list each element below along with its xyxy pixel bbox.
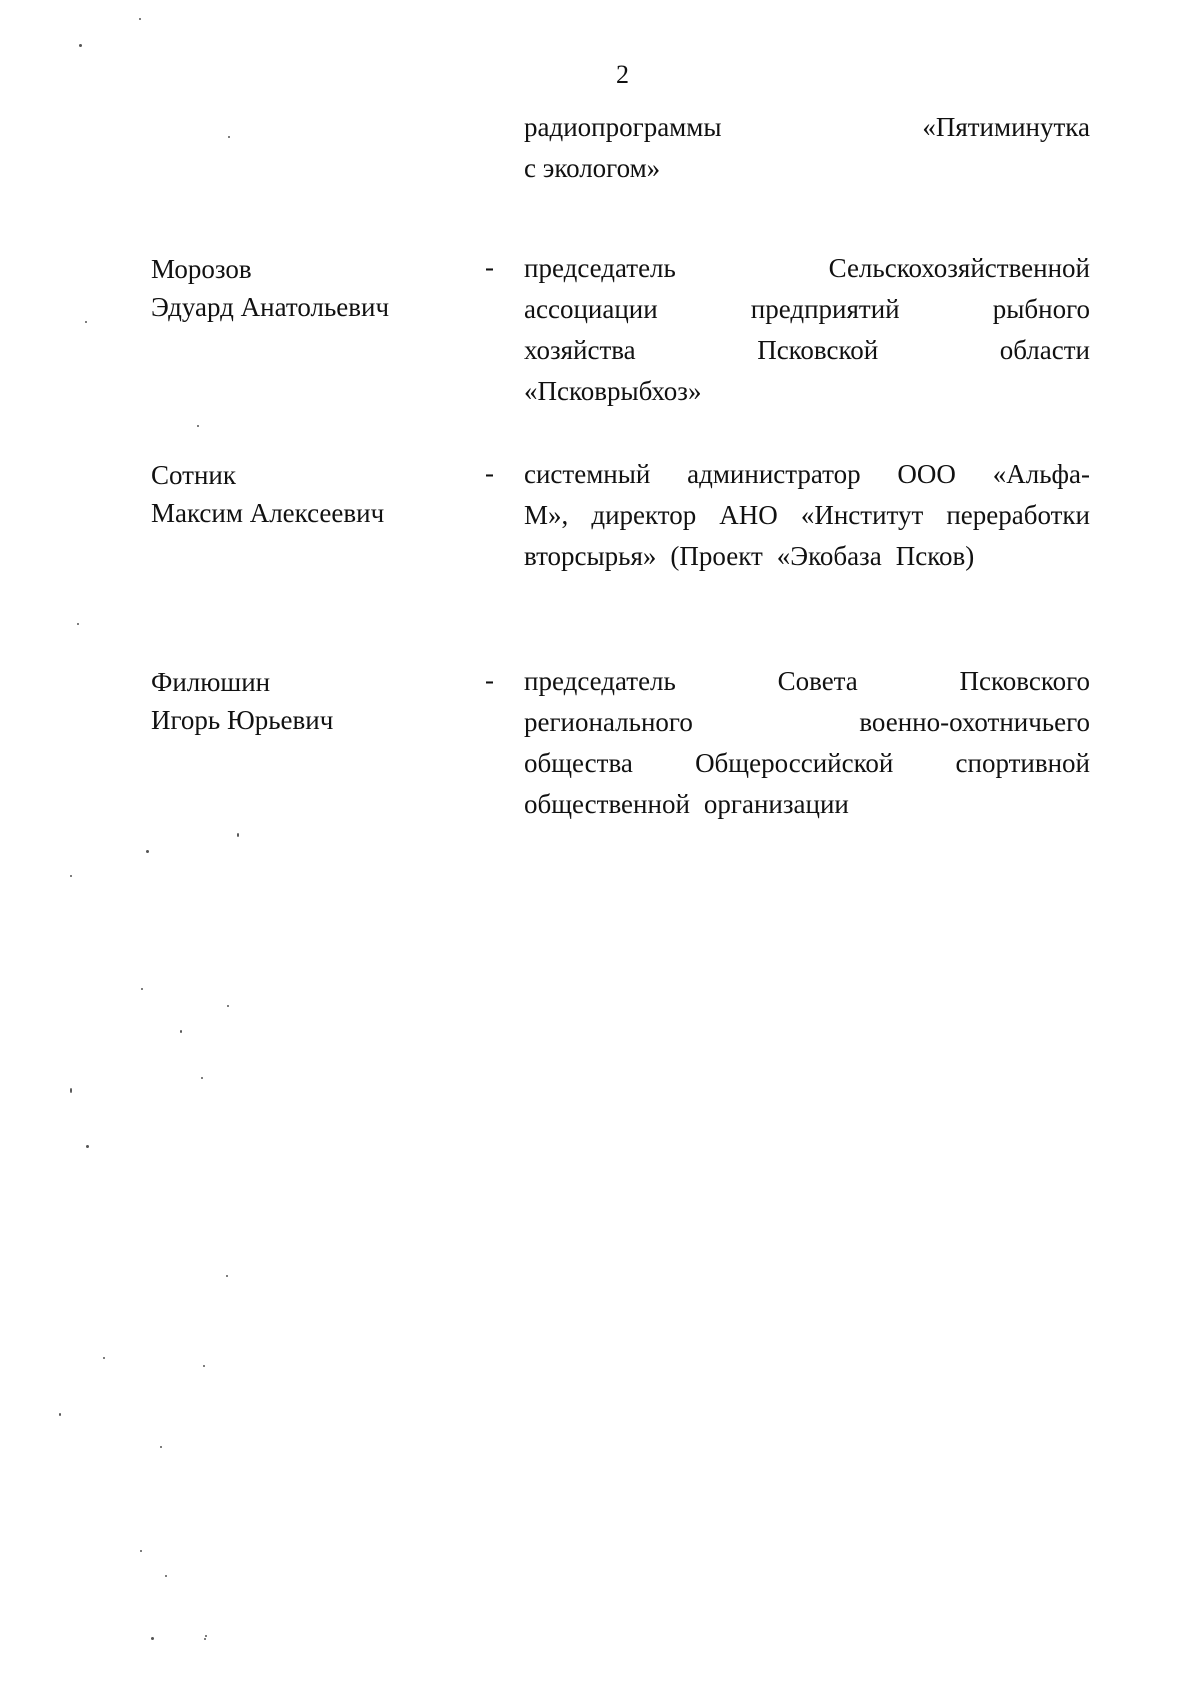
scan-speck bbox=[141, 988, 143, 990]
description-line: вторсырья» (Проект «Экобаза Псков) bbox=[524, 541, 975, 571]
member-given-names: Эдуард Анатольевич bbox=[151, 292, 390, 322]
member-surname: Филюшин bbox=[151, 667, 271, 697]
description-line: М», директор АНО «Институт переработки bbox=[524, 500, 1090, 530]
member-name bbox=[151, 456, 384, 532]
scan-speck bbox=[237, 833, 239, 837]
member-given-names: Максим Алексеевич bbox=[151, 498, 385, 528]
member-surname: Морозов bbox=[151, 254, 252, 284]
scan-speck bbox=[228, 136, 230, 138]
page-number: 2 bbox=[616, 60, 629, 89]
member-name bbox=[151, 663, 333, 739]
scan-speck bbox=[139, 18, 141, 20]
scan-speck bbox=[146, 850, 149, 853]
scan-speck bbox=[77, 623, 79, 625]
member-name bbox=[151, 250, 389, 326]
member-surname: Сотник bbox=[151, 460, 236, 490]
scan-speck bbox=[86, 1145, 89, 1148]
description-line: общества Общероссийской спортивной bbox=[524, 748, 1090, 778]
scan-speck bbox=[103, 1357, 105, 1359]
scan-speck bbox=[226, 1275, 228, 1277]
description-line: с экологом» bbox=[524, 153, 661, 183]
description-line: регионального военно-охотничьего bbox=[524, 707, 1090, 737]
scan-speck bbox=[197, 425, 199, 427]
scan-speck bbox=[151, 1637, 154, 1640]
scan-speck bbox=[180, 1030, 182, 1033]
continuation-description bbox=[524, 107, 1090, 189]
scan-speck bbox=[201, 1077, 203, 1079]
scan-speck bbox=[204, 1638, 206, 1640]
description-line: радиопрограммы «Пятиминутка bbox=[524, 112, 1090, 142]
scan-speck bbox=[165, 1575, 167, 1577]
description-line: председатель Совета Псковского bbox=[524, 666, 1090, 696]
scan-speck bbox=[85, 321, 87, 323]
scan-speck bbox=[79, 44, 82, 47]
separator-dash: - bbox=[485, 458, 494, 488]
scan-speck bbox=[160, 1446, 162, 1448]
scan-speck bbox=[227, 1005, 229, 1007]
member-position bbox=[524, 661, 1090, 825]
member-position bbox=[524, 248, 1090, 412]
description-line: общественной организации bbox=[524, 789, 849, 819]
separator-dash: - bbox=[485, 252, 494, 282]
scan-speck bbox=[203, 1365, 205, 1367]
separator-dash: - bbox=[485, 665, 494, 695]
description-line: председатель Сельскохозяйственной bbox=[524, 253, 1090, 283]
scan-speck bbox=[59, 1413, 61, 1416]
description-line: «Псковрыбхоз» bbox=[524, 376, 702, 406]
description-line: ассоциации предприятий рыбного bbox=[524, 294, 1090, 324]
scan-speck bbox=[140, 1550, 142, 1552]
member-position bbox=[524, 454, 1090, 577]
scan-speck bbox=[70, 1088, 72, 1093]
description-line: системный администратор ООО «Альфа- bbox=[524, 459, 1090, 489]
member-given-names: Игорь Юрьевич bbox=[151, 705, 334, 735]
scan-speck bbox=[70, 875, 72, 877]
scan-speck bbox=[205, 1635, 207, 1637]
description-line: хозяйства Псковской области bbox=[524, 335, 1090, 365]
